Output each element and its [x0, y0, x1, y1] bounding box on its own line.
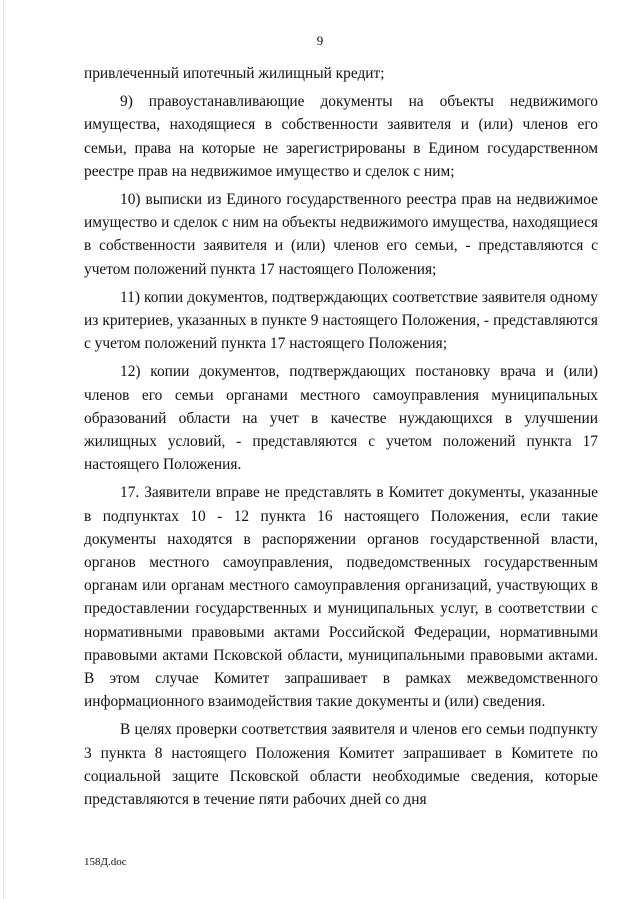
- paragraph-item-11: 11) копии документов, подтверждающих соответствие заявителя одному из критериев, указанных в пункте 9 настоящего Положения, - представляются с учетом положений пункта 17 настоящего Положения;: [84, 288, 598, 353]
- footer-filename: 158Д.doc: [84, 856, 127, 868]
- paragraph-continuation: привлеченный ипотечный жилищный кредит;: [84, 65, 385, 82]
- paragraph-item-10: 10) выписки из Единого государственного реестра прав на недвижимое имущество и сделок с ним на объекты недвижимого имущества, находящиеся в собственности заявителя и (или) членов его семьи, - представляются с учетом положений пункта 17 настоящего Положения;: [84, 191, 598, 278]
- paragraph-item-9: 9) правоустанавливающие документы на объекты недвижимого имущества, находящиеся в собственности заявителя и (или) членов его семьи, права на которые не зарегистрированы в Едином государственном реестре прав на недвижимое имущество и сделок с ним;: [84, 93, 598, 180]
- paragraph-verification: В целях проверки соответствия заявителя и членов его семьи подпункту 3 пункта 8 настоящего Положения Комитет запрашивает в Комитете по социальной защите Псковской области необходимые сведения, которые представляются в течение пяти рабочих дней со дня: [84, 721, 598, 809]
- document-body: [84, 62, 598, 816]
- page-number: 9: [316, 33, 324, 48]
- scan-edge-line: [3, 0, 4, 899]
- paragraph-clause-17: 17. Заявители вправе не представлять в Комитет документы, указанные в подпунктах 10 - 12 пункта 16 настоящего Положения, если такие документы находятся в распоряжении органов государственной власти, органов местного самоуправления, подведомственных государственным органам или органам местного самоуправления организаций, участвующих в предоставлении государственных и муниципальных услуг, в соответствии с нормативными правовыми актами Российской Федерации, нормативными правовыми актами Псковской области, муниципальными правовыми актами. В этом случае Комитет запрашивает в рамках межведомственного информационного взаимодействия такие документы и (или) сведения.: [84, 484, 598, 711]
- paragraph-item-12: 12) копии документов, подтверждающих постановку врача и (или) членов его семьи органами местного самоуправления муниципальных образований области на учет в качестве нуждающихся в улучшении жилищных условий, - представляются с учетом положений пункта 17 настоящего Положения.: [84, 363, 598, 474]
